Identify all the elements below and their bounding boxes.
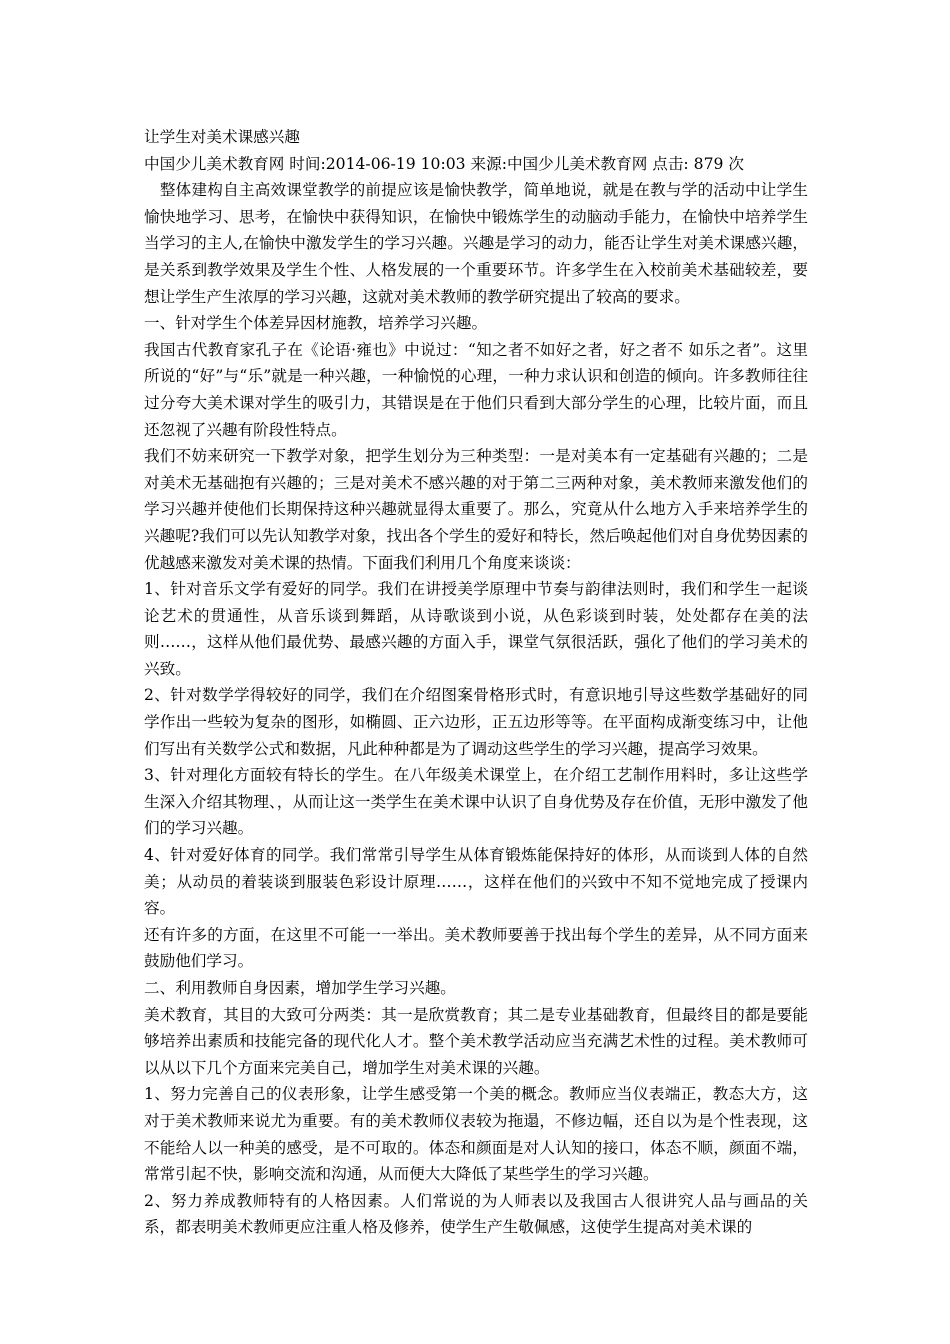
paragraph-point-1: 1、针对音乐文学有爱好的同学。我们在讲授美学原理中节奏与韵律法则时，我们和学生一起谈论艺术的贯通性，从音乐谈到舞蹈，从诗歌谈到小说，从色彩谈到时装，处处都存在美的法则……，这样从他们最优势、最感兴趣的方面入手，课堂气氛很活跃，强化了他们的学习美术的兴致。 — [144, 580, 808, 678]
paragraph-more-aspects: 还有许多的方面，在这里不可能一一举出。美术教师要善于找出每个学生的差异，从不同方面来鼓励他们学习。 — [144, 925, 808, 971]
paragraph-art-education: 美术教育，其目的大致可分两类：其一是欣赏教育；其二是专业基础教育，但最终目的都是要能够培养出素质和技能完备的现代化人才。整个美术教学活动应当充满艺术性的过程。美术教师可以从以下几个方面来完美自己，增加学生对美术课的兴趣。 — [144, 1005, 808, 1077]
paragraph-confucius: 我国古代教育家孔子在《论语·雍也》中说过：“知之者不如好之者，好之者不 如乐之者”。这里所说的“好”与“乐”就是一种兴趣，一种愉悦的心理，一种力求认识和创造的倾向。许多教师往往过分夸大美术课对学生的吸引力，其错误是在于他们只看到大部分学生的心理，比较片面，而且还忽视了兴趣有阶段性特点。 — [144, 340, 808, 439]
section-heading-2: 二、利用教师自身因素，增加学生学习兴趣。 — [144, 979, 456, 997]
paragraph-point-3: 3、针对理化方面较有特长的学生。在八年级美术课堂上，在介绍工艺制作用料时，多让这些学生深入介绍其物理、，从而让这一类学生在美术课中认识了自身优势及存在价值，无形中激发了他们的学习兴趣。 — [144, 766, 808, 838]
article-body — [144, 124, 808, 1241]
paragraph-intro: 整体建构自主高效课堂教学的前提应该是愉快教学，简单地说，就是在教与学的活动中让学生愉快地学习、思考，在愉快中获得知识，在愉快中锻炼学生的动脑动手能力，在愉快中培养学生当学习的主人,在愉快中激发学生的学习兴趣。兴趣是学习的动力，能否让学生对美术课感兴趣，是关系到教学效果及学生个性、人格发展的一个重要环节。许多学生在入校前美术基础较差，要想让学生产生浓厚的学习兴趣，这就对美术教师的教学研究提出了较高的要求。 — [144, 181, 808, 306]
paragraph-teacher-personality: 2、努力养成教师特有的人格因素。人们常说的为人师表以及我国古人很讲究人品与画品的关系，都表明美术教师更应注重人格及修养，使学生产生敬佩感，这使学生提高对美术课的 — [144, 1191, 808, 1237]
section-heading-1: 一、针对学生个体差异因材施教，培养学习兴趣。 — [144, 314, 488, 333]
paragraph-teacher-appearance: 1、努力完善自己的仪表形象，让学生感受第一个美的概念。教师应当仪表端正，教态大方，这对于美术教师来说尤为重要。有的美术教师仪表较为拖遢，不修边幅，还自以为是个性表现，这不能给人以一种美的感受，是不可取的。体态和颜面是对人认知的接口，体态不顺，颜面不端，常常引起不快，影响交流和沟通，从而便大大降低了某些学生的学习兴趣。 — [144, 1085, 808, 1184]
paragraph-point-2: 2、针对数学学得较好的同学，我们在介绍图案骨格形式时，有意识地引导这些数学基础好的同学作出一些较为复杂的图形，如椭圆、正六边形，正五边形等等。在平面构成渐变练习中，让他们写出有关数学公式和数据，凡此种种都是为了调动这些学生的学习兴趣，提高学习效果。 — [144, 686, 808, 758]
article-title: 让学生对美术课感兴趣 — [144, 128, 300, 146]
article-meta: 中国少儿美术教育网 时间:2014-06-19 10:03 来源:中国少儿美术教育网 点击: 879 次 — [144, 154, 744, 173]
paragraph-student-types: 我们不妨来研究一下教学对象，把学生划分为三种类型：一是对美本有一定基础有兴趣的；二是对美术无基础抱有兴趣的；三是对美术不感兴趣的对于第二三两种对象，美术教师来激发他们的学习兴趣并使他们长期保持这种兴趣就显得太重要了。那么，究竟从什么地方入手来培养学生的兴趣呢?我们可以先认知教学对象，找出各个学生的爱好和特长，然后唤起他们对自身优势因素的优越感来激发对美术课的热情。下面我们利用几个角度来谈谈： — [144, 447, 808, 572]
paragraph-point-4: 4、针对爱好体育的同学。我们常常引导学生从体育锻炼能保持好的体形，从而谈到人体的自然美；从动员的着装谈到服装色彩设计原理……，这样在他们的兴致中不知不觉地完成了授课内容。 — [144, 846, 808, 918]
